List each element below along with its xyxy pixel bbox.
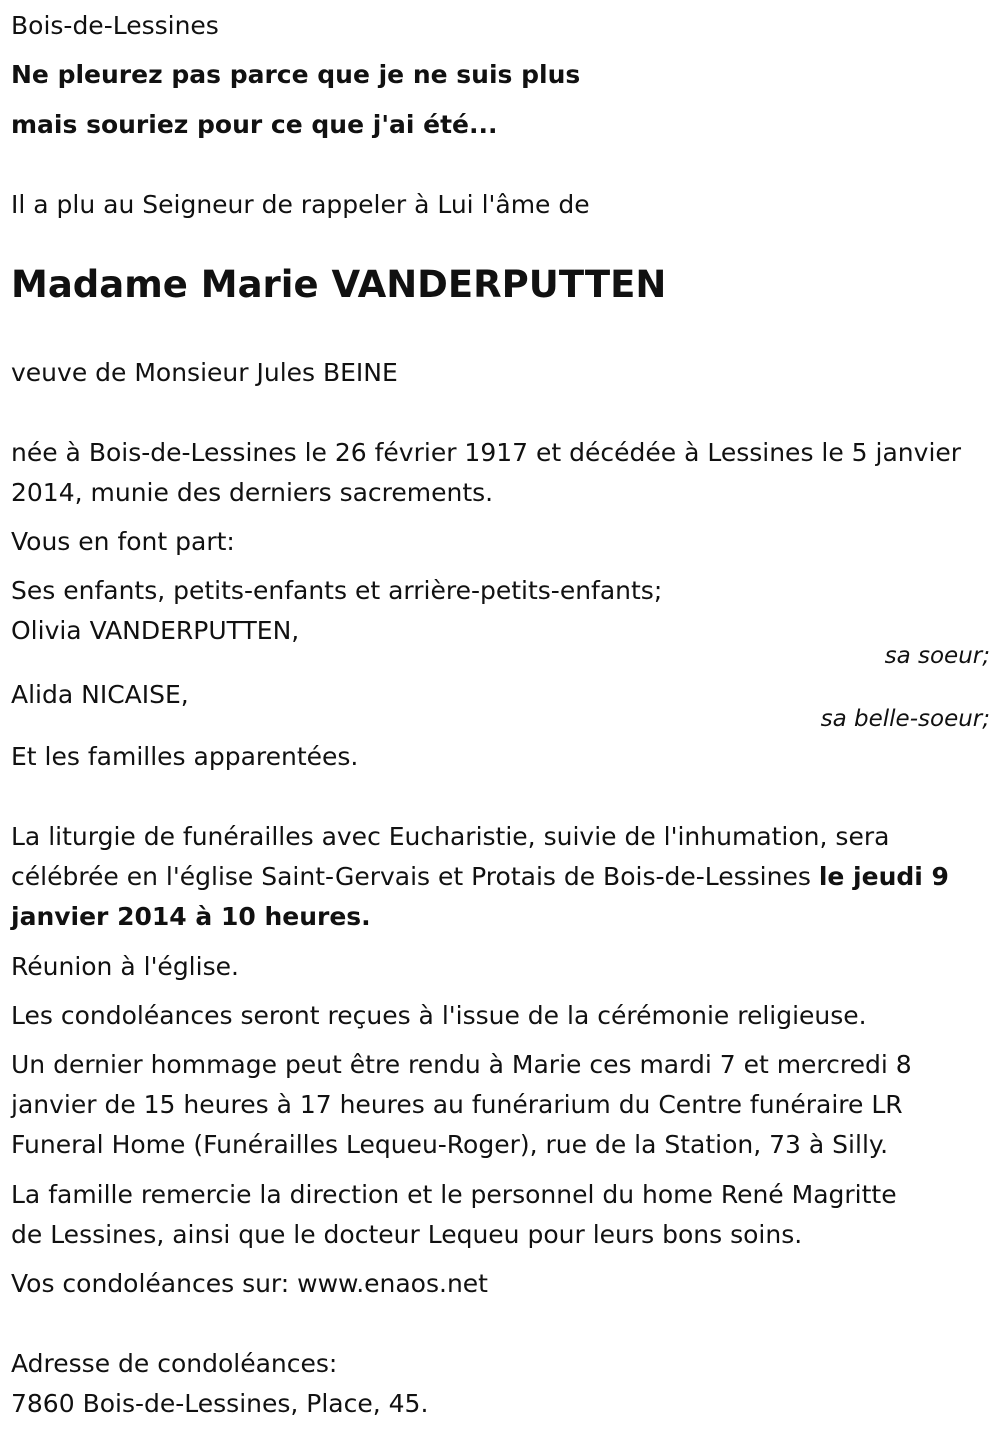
funeral-line-2 [11, 857, 991, 897]
family-children: Ses enfants, petits-enfants et arrière-petits-enfants; [11, 576, 663, 605]
deceased-name: Madame Marie VANDERPUTTEN [11, 263, 667, 306]
quote-line-1: Ne pleurez pas parce que je ne suis plus [11, 60, 581, 89]
address-value: 7860 Bois-de-Lessines, Place, 45. [11, 1389, 429, 1418]
condolences-received: Les condoléances seront reçues à l'issue de la cérémonie religieuse. [11, 1001, 867, 1030]
family-sister-in-law-relation: sa belle-soeur; [820, 706, 990, 732]
thanks-line-1: La famille remercie la direction et le personnel du home René Magritte [11, 1180, 897, 1209]
tribute-line-3: Funeral Home (Funérailles Lequeu-Roger), rue de la Station, 73 à Silly. [11, 1130, 889, 1159]
birth-death-line-2: 2014, munie des derniers sacrements. [11, 478, 494, 507]
meeting-text: Réunion à l'église. [11, 952, 239, 981]
online-condolences: Vos condoléances sur: www.enaos.net [11, 1269, 488, 1298]
funeral-location: célébrée en l'église Saint-Gervais et Protais de Bois-de-Lessines [11, 862, 819, 891]
funeral-date-start: le jeudi 9 [818, 862, 949, 891]
family-others: Et les familles apparentées. [11, 742, 359, 771]
tribute-line-1: Un dernier hommage peut être rendu à Marie ces mardi 7 et mercredi 8 [11, 1050, 912, 1079]
family-sister-in-law-name: Alida NICAISE, [11, 680, 189, 709]
family-sister-name: Olivia VANDERPUTTEN, [11, 616, 300, 645]
announce-text: Vous en font part: [11, 527, 235, 556]
funeral-date-time: janvier 2014 à 10 heures. [11, 902, 371, 931]
tribute-line-2: janvier de 15 heures à 17 heures au funérarium du Centre funéraire LR [11, 1090, 903, 1119]
address-label: Adresse de condoléances: [11, 1349, 338, 1378]
place-header: Bois-de-Lessines [11, 11, 219, 40]
quote-line-2: mais souriez pour ce que j'ai été... [11, 110, 498, 139]
intro-text: Il a plu au Seigneur de rappeler à Lui l'âme de [11, 190, 590, 219]
family-sister-relation: sa soeur; [884, 643, 990, 669]
funeral-line-1: La liturgie de funérailles avec Eucharistie, suivie de l'inhumation, sera [11, 822, 890, 851]
widow-of: veuve de Monsieur Jules BEINE [11, 358, 398, 387]
thanks-line-2: de Lessines, ainsi que le docteur Lequeu pour leurs bons soins. [11, 1220, 803, 1249]
birth-death-line-1: née à Bois-de-Lessines le 26 février 1917 et décédée à Lessines le 5 janvier [11, 438, 962, 467]
